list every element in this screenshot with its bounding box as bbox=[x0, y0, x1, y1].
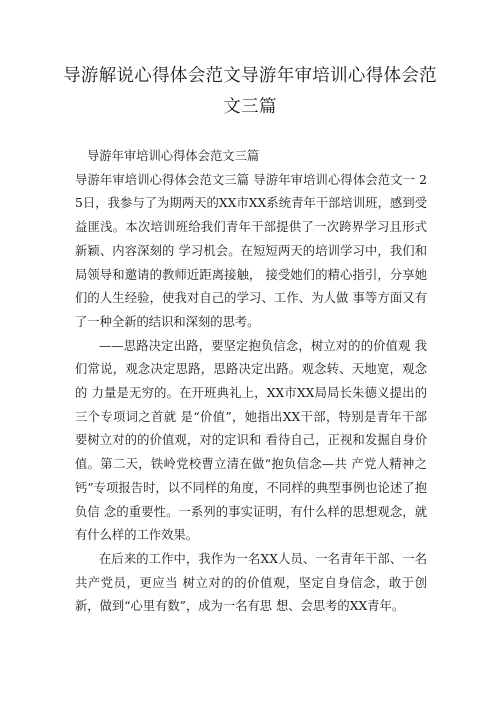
body-paragraph: 在后来的工作中，我作为一名XX人员、一名青年干部、一名共产党员，更应当 树立对的的价值观，坚定自身信念，敢于创新，做到“心里有数”，成为一名有思 想、会思考的XX青年。 bbox=[75, 551, 427, 614]
document-body bbox=[75, 145, 427, 619]
body-paragraph: 导游年审培训心得体会范文三篇 导游年审培训心得体会范文一 25日，我参与了为期两天的XX市XX系统青年干部培训班，感到受益匪浅。本次培训班给我们青年干部提供了一次跨界学习且形式新颖、内容深刻的 学习机会。在短短两天的培训学习中，我们和局领导和邀请的教师近距离接触， 接受她们的精心指引，分享她们的人生经验，使我对自己的学习、工作、为人做 事等方面又有了一种全新的结识和深刻的思考。 bbox=[75, 172, 427, 329]
document-subtitle: 导游年审培训心得体会范文三篇 bbox=[87, 149, 260, 163]
document-title: 导游解说心得体会范文导游年审培训心得体会范文三篇 bbox=[63, 66, 437, 117]
body-paragraph: ——思路决定出路，要坚定抱负信念，树立对的的价值观 我们常说，观念决定思路，思路决定出路。观念转、天地宽，观念的 力量是无穷的。在开班典礼上，XX市XX局局长朱德义提出的三个专项词之首就 是“价值”，她指出XX干部，特别是青年干部要树立对的的价值观，对的定识和 看待自己，正视和发掘自身价值。第二天，铁岭党校曹立清在做“抱负信念—共 产党人精神之钙”专项报告时，以不同样的角度，不同样的典型事例也论述了抱负信 念的重要性。一系列的事实证明，有什么样的思想观念，就有什么样的工作效果。 bbox=[75, 338, 427, 543]
